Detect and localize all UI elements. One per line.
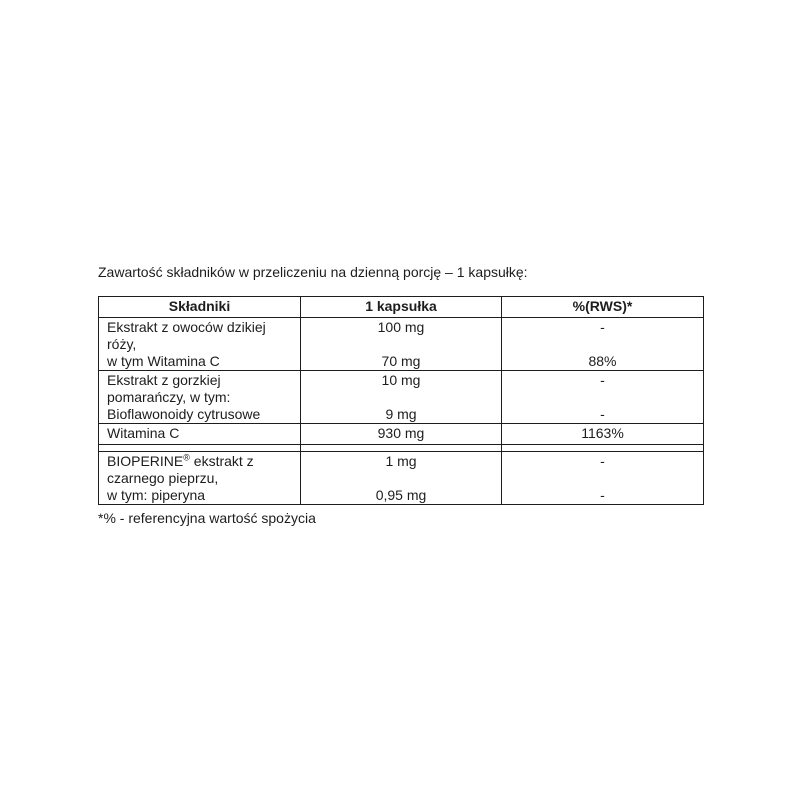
supplement-facts-section (98, 263, 703, 527)
spacer-cell (301, 445, 502, 452)
rws-value: - (600, 372, 605, 388)
ingredient-line: Bioflawonoidy cytrusowe (107, 406, 261, 422)
ingredient-line: Ekstrakt z gorzkiej (107, 372, 221, 388)
ingredient-cell (99, 452, 301, 505)
amount-cell (301, 452, 502, 505)
table-row-bitter-orange-extract (99, 371, 704, 424)
rws-value (506, 470, 699, 487)
amount-value: 10 mg (381, 372, 421, 388)
column-header-rws: %(RWS)* (502, 297, 704, 318)
amount-value: 100 mg (377, 319, 425, 335)
serving-heading: Zawartość składników w przeliczeniu na dzienną porcję – 1 kapsułkę: (98, 264, 528, 280)
amount-value: 70 mg (381, 353, 421, 369)
ingredient-line: Witamina C (107, 425, 180, 441)
spacer-cell (502, 445, 704, 452)
table-row-bioperine-extract (99, 452, 704, 505)
rws-cell (502, 452, 704, 505)
amount-cell (301, 371, 502, 424)
ingredients-table (98, 296, 704, 505)
brand-name-suffix: ekstrakt z (193, 453, 254, 469)
table-row-rosehip-extract (99, 318, 704, 371)
amount-value: 9 mg (385, 406, 417, 422)
ingredient-line: w tym: piperyna (107, 487, 206, 503)
ingredient-cell (99, 318, 301, 371)
ingredient-cell (99, 371, 301, 424)
ingredient-line: róży, (107, 336, 137, 352)
amount-value: 1 mg (385, 453, 417, 469)
spacer-row (99, 445, 704, 452)
ingredient-line: czarnego pieprzu, (107, 470, 219, 486)
rws-cell (502, 318, 704, 371)
rws-value (506, 389, 699, 406)
rws-value: 1163% (581, 425, 624, 441)
footnote: *% - referencyjna wartość spożycia (98, 510, 316, 526)
amount-value: 930 mg (377, 425, 425, 441)
rws-cell (502, 424, 704, 445)
rws-value: - (600, 406, 605, 422)
rws-value: - (600, 453, 605, 469)
ingredient-line: w tym Witamina C (107, 353, 220, 369)
ingredient-line: pomarańczy, w tym: (107, 389, 231, 405)
amount-value: 0,95 mg (375, 487, 427, 503)
table-row-vitamin-c (99, 424, 704, 445)
column-header-ingredients: Składniki (99, 297, 301, 318)
table-header-row (99, 297, 704, 318)
rws-value: - (600, 487, 605, 503)
brand-name: BIOPERINE (107, 453, 184, 469)
rws-value: - (600, 319, 605, 335)
ingredient-line: Ekstrakt z owoców dzikiej (107, 319, 266, 335)
amount-value (305, 470, 497, 487)
rws-value (506, 336, 699, 353)
spacer-cell (99, 445, 301, 452)
amount-value (305, 336, 497, 353)
amount-cell (301, 318, 502, 371)
amount-cell (301, 424, 502, 445)
amount-value (305, 389, 497, 406)
column-header-capsule: 1 kapsułka (301, 297, 502, 318)
registered-trademark-symbol: ® (183, 452, 190, 463)
rws-cell (502, 371, 704, 424)
ingredient-cell (99, 424, 301, 445)
ingredient-line (107, 453, 292, 470)
rws-value: 88% (588, 353, 617, 369)
